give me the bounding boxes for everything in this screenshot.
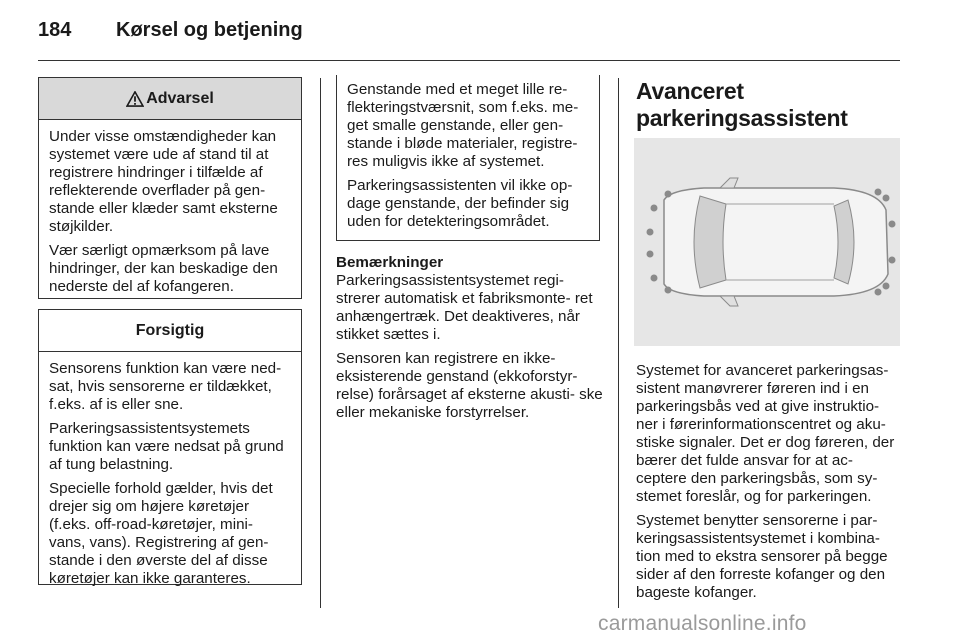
page-header — [38, 19, 303, 49]
caution-paragraph: Parkeringsassistentsystemets funktion kan være nedsat på grund af tung belastning. — [49, 420, 284, 473]
column-divider-2 — [618, 78, 619, 608]
notes-section — [336, 254, 604, 428]
caution-paragraph: Sensorens funktion kan være ned- sat, hvis sensorerne er tildækket, f.eks. af is eller sne. — [49, 360, 282, 413]
page-title: Kørsel og betjening — [116, 19, 303, 41]
notes-paragraph: Sensoren kan registrere en ikke- eksisterende genstand (ekkoforstyr- relse) forårsaget af eksterne akusti- ske eller mekaniske forstyrrelser. — [336, 350, 603, 421]
continued-paragraph: Genstande med et meget lille re- flekteringstværsnit, som f.eks. me- get smalle genstande, eller gen- stande i bløde materialer, registre- res muligvis ikke af systemet. — [347, 81, 579, 170]
caution-box — [38, 309, 302, 585]
advanced-paragraph: Systemet for avanceret parkeringsas- sistent manøvrerer føreren ind i en parkeringsbås ved at give instruktio- ner i førerinformationscentret og aku- stiske signaler. Det er dog føreren, der bærer det fulde ansvar for at ac- ceptere den parkeringsbås, som sy- stemet foreslår, og for parkeringen. — [636, 362, 895, 505]
column-divider-1 — [320, 78, 321, 608]
page-number: 184 — [38, 19, 72, 41]
section-title-line-2: parkeringsassistent — [636, 105, 848, 131]
section-title — [636, 78, 848, 132]
caution-box-heading — [39, 310, 301, 352]
caution-box-body — [39, 352, 301, 588]
car-sensor-illustration — [634, 138, 900, 346]
notes-label: Bemærkninger — [336, 254, 444, 271]
caution-box-title: Forsigtig — [135, 321, 205, 339]
continued-warning-box — [336, 75, 600, 241]
warning-box-heading — [39, 78, 301, 120]
continued-paragraph: Parkeringsassistenten vil ikke op- dage genstande, der befinder sig uden for detekteringsområdet. — [347, 177, 573, 230]
watermark-text: carmanualsonline.info — [598, 612, 807, 635]
car-top-view-icon — [634, 138, 900, 346]
notes-paragraph: Parkeringsassistentsystemet regi- strerer automatisk et fabriksmonte- ret anhængertræk. Det deaktiveres, når stikket sættes i. — [336, 272, 593, 343]
warning-box-title: Advarsel — [146, 89, 214, 107]
warning-box-body — [39, 120, 301, 296]
advanced-paragraph: Systemet benytter sensorerne i par- keringsassistentsystemet i kombina- tion med to ekstra sensorer på begge sider af den forreste kofanger og den bageste kofanger. — [636, 512, 888, 601]
warning-box — [38, 77, 302, 299]
header-rule — [38, 60, 900, 61]
advanced-section-body — [636, 362, 902, 608]
warning-paragraph: Under visse omstændigheder kan systemet være ude af stand til at registrere hindringer i tilfælde af reflekterende overflader på gen- stande eller klæder samt eksterne støjkilder. — [49, 128, 278, 235]
warning-triangle-icon — [126, 91, 144, 107]
warning-paragraph: Vær særligt opmærksom på lave hindringer, der kan beskadige den nederste del af kofangeren. — [49, 242, 278, 295]
caution-paragraph: Specielle forhold gælder, hvis det drejer sig om højere køretøjer (f.eks. off-road-køretøjer, mini- vans, vans). Registrering af gen- stande i den øverste del af disse køretøjer kan ikke garanteres. — [49, 480, 273, 587]
section-title-line-1: Avanceret — [636, 78, 744, 104]
continued-box-body — [337, 75, 599, 231]
